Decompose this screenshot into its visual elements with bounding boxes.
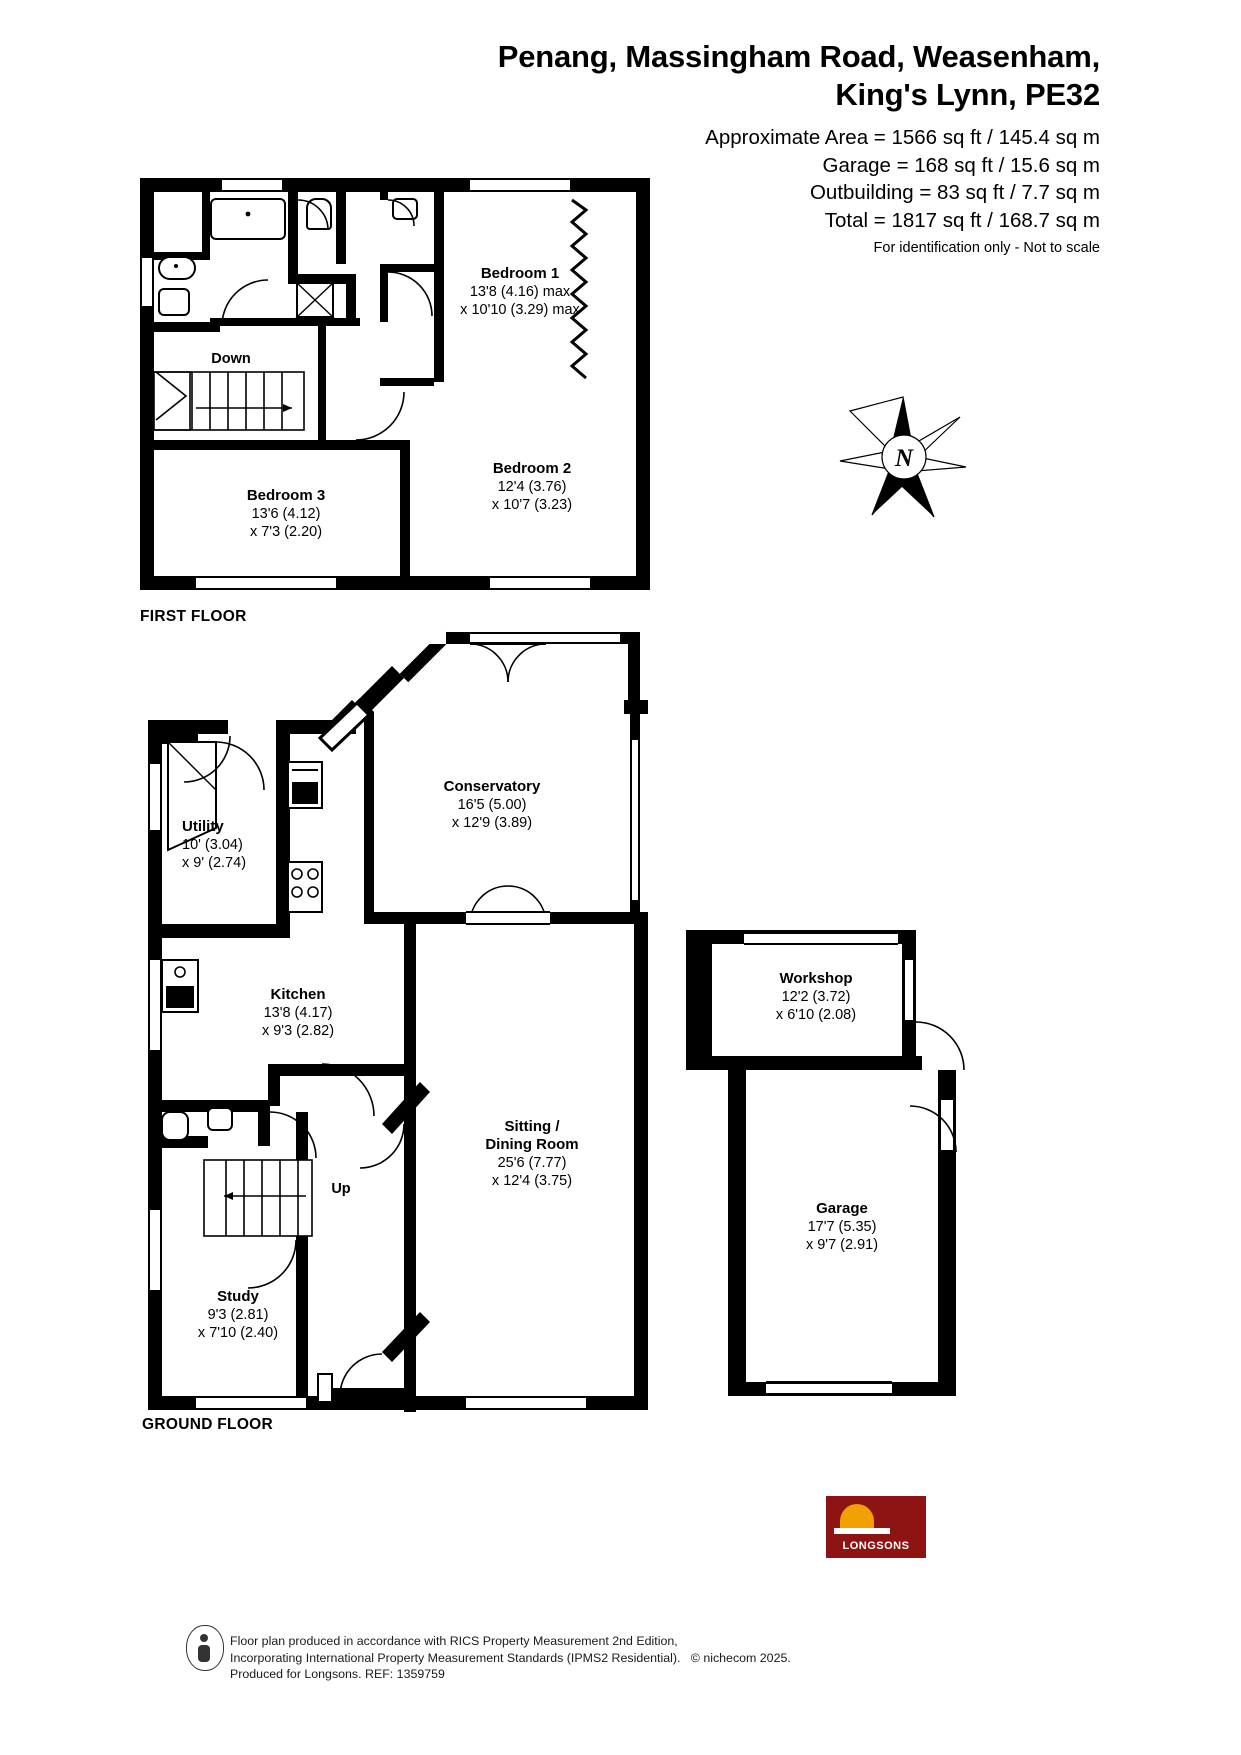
room-name: Garage [816, 1200, 868, 1217]
room-dim-2: x 10'7 (3.23) [491, 497, 573, 513]
room-dim-1: 17'7 (5.35) [807, 1219, 877, 1235]
room-dim-2: x 7'3 (2.20) [249, 524, 323, 540]
room-dim-1: 12'2 (3.72) [781, 989, 851, 1005]
room-label-sitting-dining [432, 1118, 632, 1190]
room-name: Conservatory [443, 778, 541, 795]
footer-line-1: Floor plan produced in accordance with RICS Property Measurement 2nd Edition, [230, 1634, 678, 1648]
room-dim-2: x 6'10 (2.08) [775, 1007, 857, 1023]
area-line-0: Approximate Area = 1566 sq ft / 145.4 sq m [705, 126, 1100, 149]
logo-bar [834, 1528, 890, 1534]
title-line-2: King's Lynn, PE32 [835, 77, 1100, 112]
footer-copyright: © nichecom 2025. [690, 1650, 791, 1665]
sun-icon [840, 1504, 874, 1530]
room-name-line-1: Sitting / [504, 1118, 560, 1135]
room-name: Bedroom 2 [492, 460, 572, 477]
room-dim-1: 13'8 (4.16) max [469, 284, 571, 300]
room-name: Workshop [779, 970, 853, 987]
room-name-line-2: Dining Room [485, 1136, 579, 1153]
room-dim-1: 13'6 (4.12) [251, 506, 321, 522]
room-label-workshop [716, 970, 916, 1024]
room-dim-2: x 12'4 (3.75) [491, 1173, 573, 1189]
room-label-utility [182, 818, 322, 872]
disclaimer: For identification only - Not to scale [873, 240, 1100, 256]
compass-north-label: N [894, 445, 914, 472]
room-dim-1: 25'6 (7.77) [497, 1155, 567, 1171]
room-name: Study [217, 1288, 259, 1305]
stair-label-down: Down [211, 351, 251, 367]
room-label-study [150, 1288, 326, 1342]
room-dim-2: x 9' (2.74) [182, 855, 247, 871]
floor-label-first: FIRST FLOOR [140, 608, 247, 625]
area-line-1: Garage = 168 sq ft / 15.6 sq m [822, 153, 1100, 177]
room-dim-1: 12'4 (3.76) [497, 479, 567, 495]
room-dim-1: 10' (3.04) [182, 837, 243, 853]
title-line-1: Penang, Massingham Road, Weasenham, [497, 39, 1100, 74]
area-line-2: Outbuilding = 83 sq ft / 7.7 sq m [809, 181, 1100, 204]
room-label-kitchen [198, 986, 398, 1040]
stair-label-up: Up [331, 1181, 351, 1197]
room-label-conservatory [404, 778, 580, 832]
room-dim-2: x 7'10 (2.40) [197, 1325, 279, 1341]
footer-line-3: Produced for Longsons. REF: 1359759 [230, 1667, 445, 1681]
logo-name: LONGSONS [842, 1540, 910, 1552]
footer-text [230, 1633, 791, 1683]
room-dim-2: x 9'3 (2.82) [261, 1023, 335, 1039]
room-name: Bedroom 1 [480, 265, 560, 282]
room-dim-1: 13'8 (4.17) [263, 1005, 333, 1021]
room-dim-2: x 12'9 (3.89) [451, 815, 533, 831]
room-name: Bedroom 3 [246, 487, 326, 504]
room-dim-1: 16'5 (5.00) [457, 797, 527, 813]
longsons-logo [826, 1496, 926, 1558]
floor-label-ground: GROUND FLOOR [142, 1416, 274, 1433]
footer-line-2: Incorporating International Property Measurement Standards (IPMS2 Residential). [230, 1650, 681, 1665]
area-line-3: Total = 1817 sq ft / 168.7 sq m [824, 208, 1100, 232]
room-name: Kitchen [270, 986, 326, 1003]
person-icon [186, 1625, 224, 1671]
room-dim-2: x 10'10 (3.29) max [460, 302, 580, 318]
room-name: Utility [182, 818, 224, 835]
room-label-garage [742, 1200, 942, 1254]
room-dim-2: x 9'7 (2.91) [805, 1237, 879, 1253]
room-dim-1: 9'3 (2.81) [207, 1307, 269, 1323]
